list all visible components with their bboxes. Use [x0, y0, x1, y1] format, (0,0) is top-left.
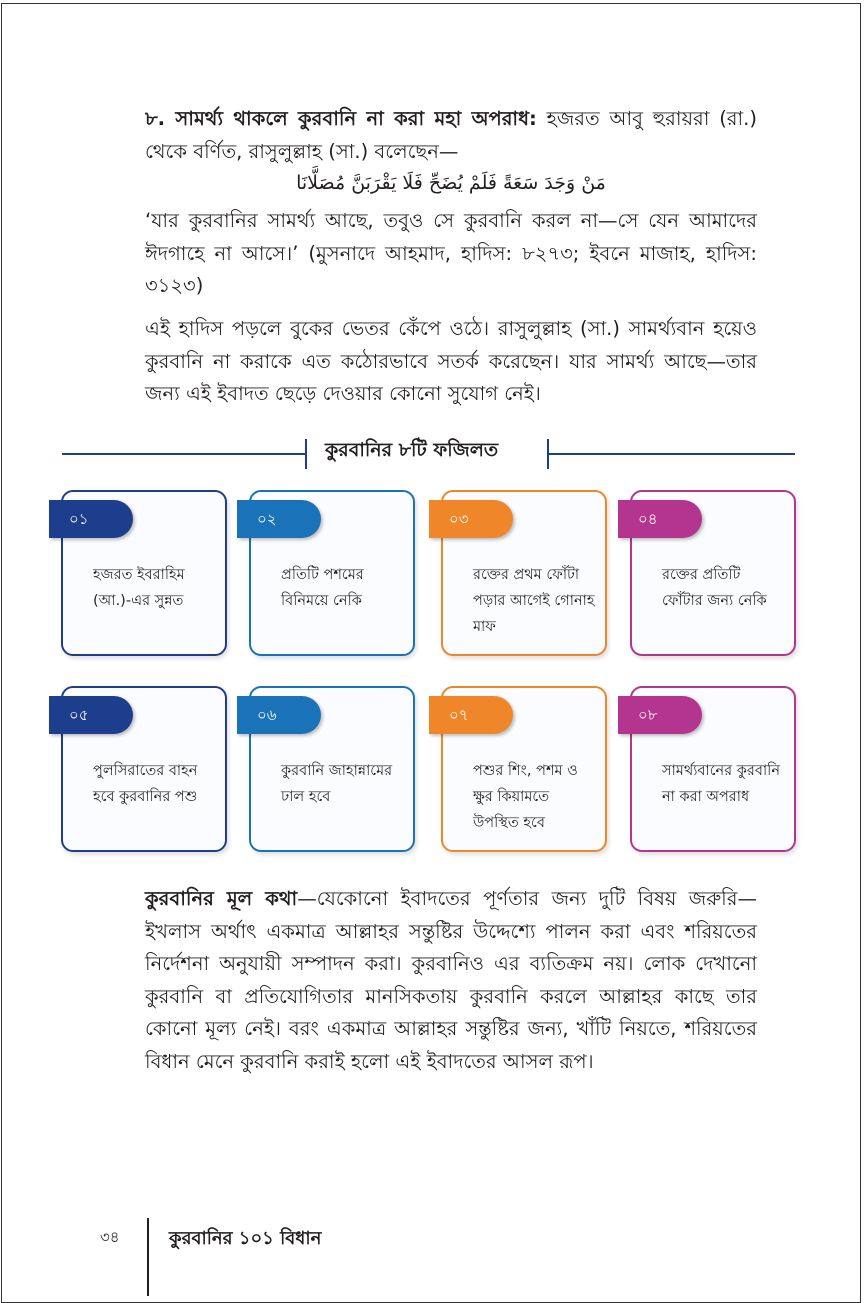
- book-title: কুরবানির ১০১ বিধান: [169, 1228, 322, 1249]
- virtue-number-badge: ০৭: [429, 696, 513, 734]
- paragraph-3-heading: কুরবানির মূল কথা: [145, 887, 298, 910]
- virtue-card: [61, 490, 227, 656]
- virtue-card: [249, 490, 415, 656]
- paragraph-1: [145, 103, 757, 168]
- virtue-text: রক্তের প্রতিটি ফোঁটার জন্য নেকি: [662, 567, 767, 609]
- footer-divider: [147, 1218, 149, 1296]
- virtue-text: সামর্থ্যবানের কুরবানি না করা অপরাধ: [662, 763, 780, 805]
- section-divider-left: [62, 453, 305, 455]
- virtue-card: [630, 490, 796, 656]
- virtue-number-badge: ০৪: [618, 500, 702, 538]
- virtue-number-badge: ০৬: [237, 696, 321, 734]
- section-divider-right: [547, 453, 795, 455]
- virtue-text: কুরবানি জাহান্নামের ঢাল হবে: [281, 763, 393, 805]
- virtue-text: হজরত ইবরাহিম (আ.)-এর সুন্নত: [93, 567, 185, 609]
- virtue-text: রক্তের প্রথম ফোঁটা পড়ার আগেই গোনাহ মাফ: [473, 567, 595, 635]
- section-divider-tick-left: [305, 439, 307, 469]
- virtue-number-badge: ০১: [49, 500, 133, 538]
- arabic-hadith: مَنْ وَجَدَ سَعَةً فَلَمْ يُضَحِّ فَلَا يَقْرَبَنَّ مُصَلَّانَا: [296, 172, 606, 194]
- hadith-translation: ‘যার কুরবানির সামর্থ্য আছে, তবুও সে কুরবানি করল না—সে যেন আমাদের ঈদগাহে না আসে।’ (মুসনাদে আহমাদ, হাদিস: ৮২৭৩; ইবনে মাজাহ, হাদিস: ৩১২৩): [145, 209, 757, 297]
- paragraph-1-body: হজরত আবু হুরায়রা (রা.) থেকে বর্ণিত, রাসুলুল্লাহ (সা.) বলেছেন—: [145, 107, 757, 163]
- virtue-number-badge: ০৮: [618, 696, 702, 734]
- virtue-text: প্রতিটি পশমের বিনিময়ে নেকি: [281, 567, 364, 609]
- virtue-text: পুলসিরাতের বাহন হবে কুরবানির পশু: [93, 763, 198, 805]
- virtue-card: [441, 686, 607, 852]
- virtue-text: পশুর শিং, পশম ও ক্ষুর কিয়ামতে উপস্থিত হবে: [473, 763, 578, 831]
- virtue-card: [249, 686, 415, 852]
- page-number: ৩৪: [100, 1228, 120, 1246]
- virtue-card: [441, 490, 607, 656]
- virtue-card: [61, 686, 227, 852]
- paragraph-3: [145, 883, 757, 1078]
- paragraph-3-body: —যেকোনো ইবাদতের পূর্ণতার জন্য দুটি বিষয় জরুরি—ইখলাস অর্থাৎ একমাত্র আল্লাহর সন্তুষ্টির উদ্দেশ্যে পালন করা এবং শরিয়তের নির্দেশনা অনুযায়ী সম্পাদন করা। কুরবানিও এর ব্যতিক্রম নয়। লোক দেখানো কুরবানি বা প্রতিযোগিতার মানসিকতায় কুরবানি করলে আল্লাহর কাছে তার কোনো মূল্য নেই। বরং একমাত্র আল্লাহর সন্তুষ্টির জন্য, খাঁটি নিয়তে, শরিয়তের বিধান মেনে কুরবানি করাই হলো এই ইবাদতের আসল রূপ।: [145, 887, 757, 1073]
- virtue-number-badge: ০৩: [429, 500, 513, 538]
- virtue-number-badge: ০২: [237, 500, 321, 538]
- virtue-number-badge: ০৫: [49, 696, 133, 734]
- paragraph-1-heading: ৮. সামর্থ্য থাকলে কুরবানি না করা মহা অপরাধ:: [145, 107, 537, 130]
- virtue-card: [630, 686, 796, 852]
- paragraph-2: এই হাদিস পড়লে বুকের ভেতর কেঁপে ওঠে। রাসুলুল্লাহ (সা.) সামর্থ্যবান হয়েও কুরবানি না করাকে এত কঠোরভাবে সতর্ক করেছেন। যার সামর্থ্য আছে—তার জন্য এই ইবাদত ছেড়ে দেওয়ার কোনো সুযোগ নেই।: [145, 317, 757, 405]
- section-title: কুরবানির ৮টি ফজিলত: [325, 439, 499, 461]
